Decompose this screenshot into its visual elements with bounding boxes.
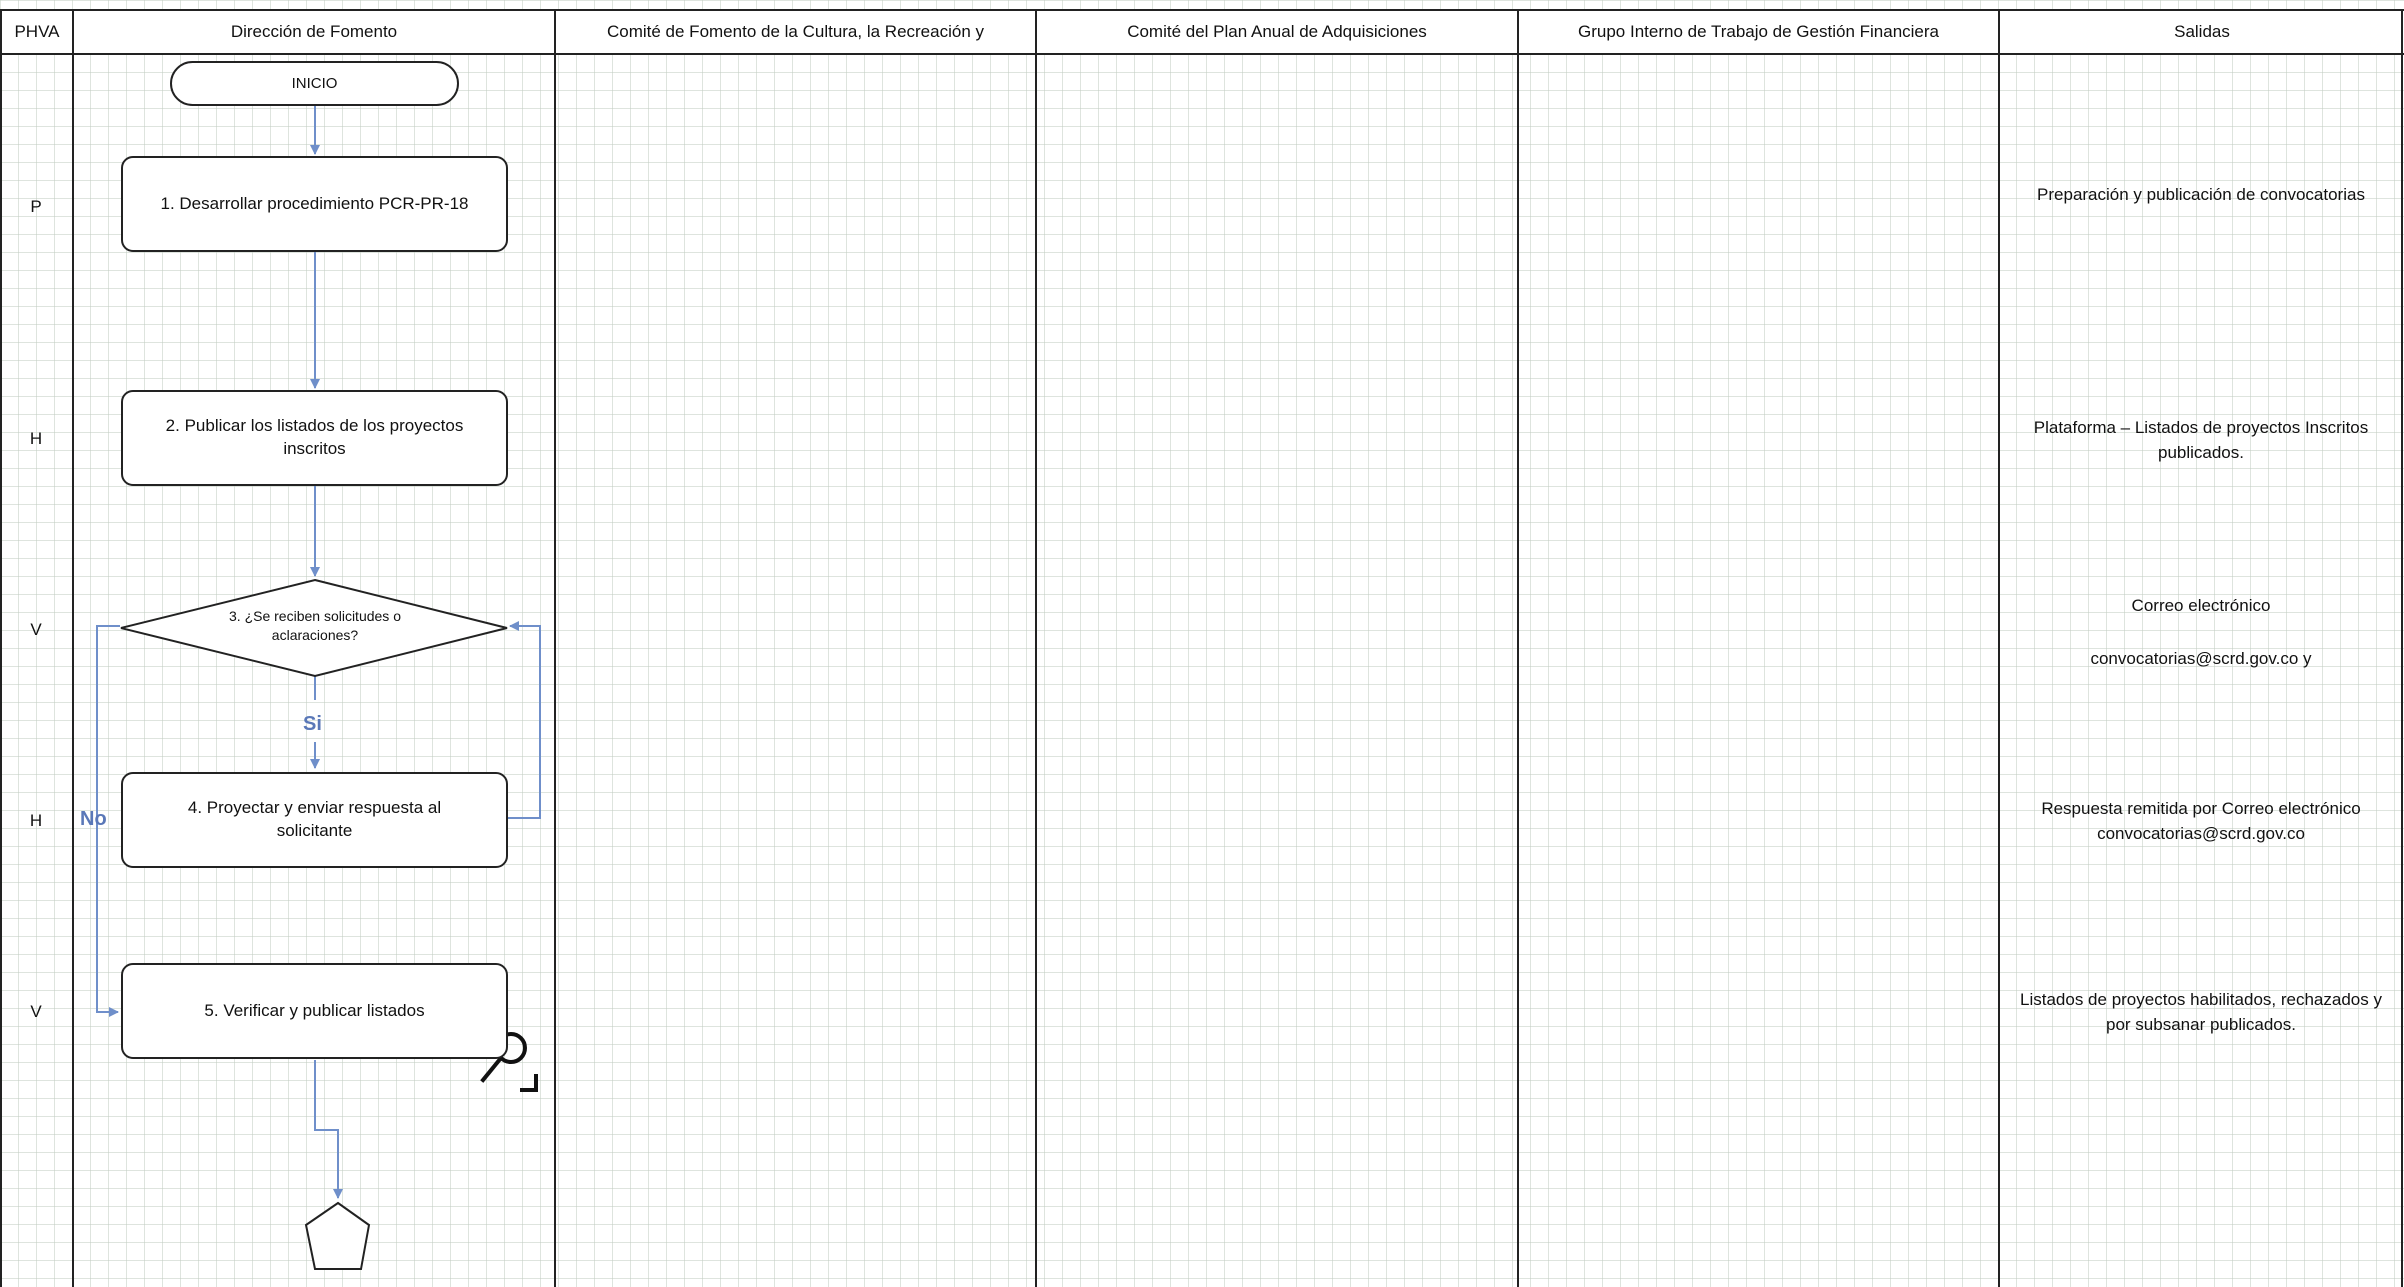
- phase-label-p: P: [30, 197, 42, 216]
- lane-header-grupo-financiera: Grupo Interno de Trabajo de Gestión Financiera: [1517, 9, 1998, 55]
- phase-label-v: V: [30, 1002, 42, 1021]
- lane-header-direccion-fomento: Dirección de Fomento: [72, 9, 554, 55]
- step-1-box: 1. Desarrollar procedimiento PCR-PR-18: [121, 156, 508, 252]
- lane-header-salidas: Salidas: [1998, 9, 2404, 55]
- flow-label-yes: Si: [303, 713, 322, 735]
- start-terminal: INICIO: [170, 61, 459, 106]
- output-5: Listados de proyectos habilitados, rechazados y por subsanar publicados.: [2020, 990, 2382, 1034]
- phase-label-h: H: [29, 811, 43, 830]
- output-2: Plataforma – Listados de proyectos Inscritos publicados.: [2033, 418, 2369, 462]
- output-3-line-1: Correo electrónico: [2131, 596, 2271, 615]
- phase-label-h: H: [29, 429, 43, 448]
- step-2-box: 2. Publicar los listados de los proyectos inscritos: [121, 390, 508, 486]
- output-4: Respuesta remitida por Correo electrónico convocatorias@scrd.gov.co: [2041, 799, 2361, 843]
- offpage-connector-icon: [306, 1203, 369, 1269]
- flow-label-no: No: [80, 808, 107, 830]
- output-3-line-2: convocatorias@scrd.gov.co y: [2090, 649, 2312, 668]
- phase-label-v: V: [30, 620, 42, 639]
- output-1: Preparación y publicación de convocatorias: [2037, 185, 2365, 204]
- decision-3-label: 3. ¿Se reciben solicitudes o aclaraciones?: [229, 608, 401, 643]
- step-4-box: 4. Proyectar y enviar respuesta al solicitante: [121, 772, 508, 868]
- lane-header-comite-plan: Comité del Plan Anual de Adquisiciones: [1035, 9, 1517, 55]
- step-5-box: 5. Verificar y publicar listados: [121, 963, 508, 1059]
- lane-header-comite-fomento: Comité de Fomento de la Cultura, la Recreación y: [554, 9, 1035, 55]
- lane-header-phva: PHVA: [0, 9, 72, 55]
